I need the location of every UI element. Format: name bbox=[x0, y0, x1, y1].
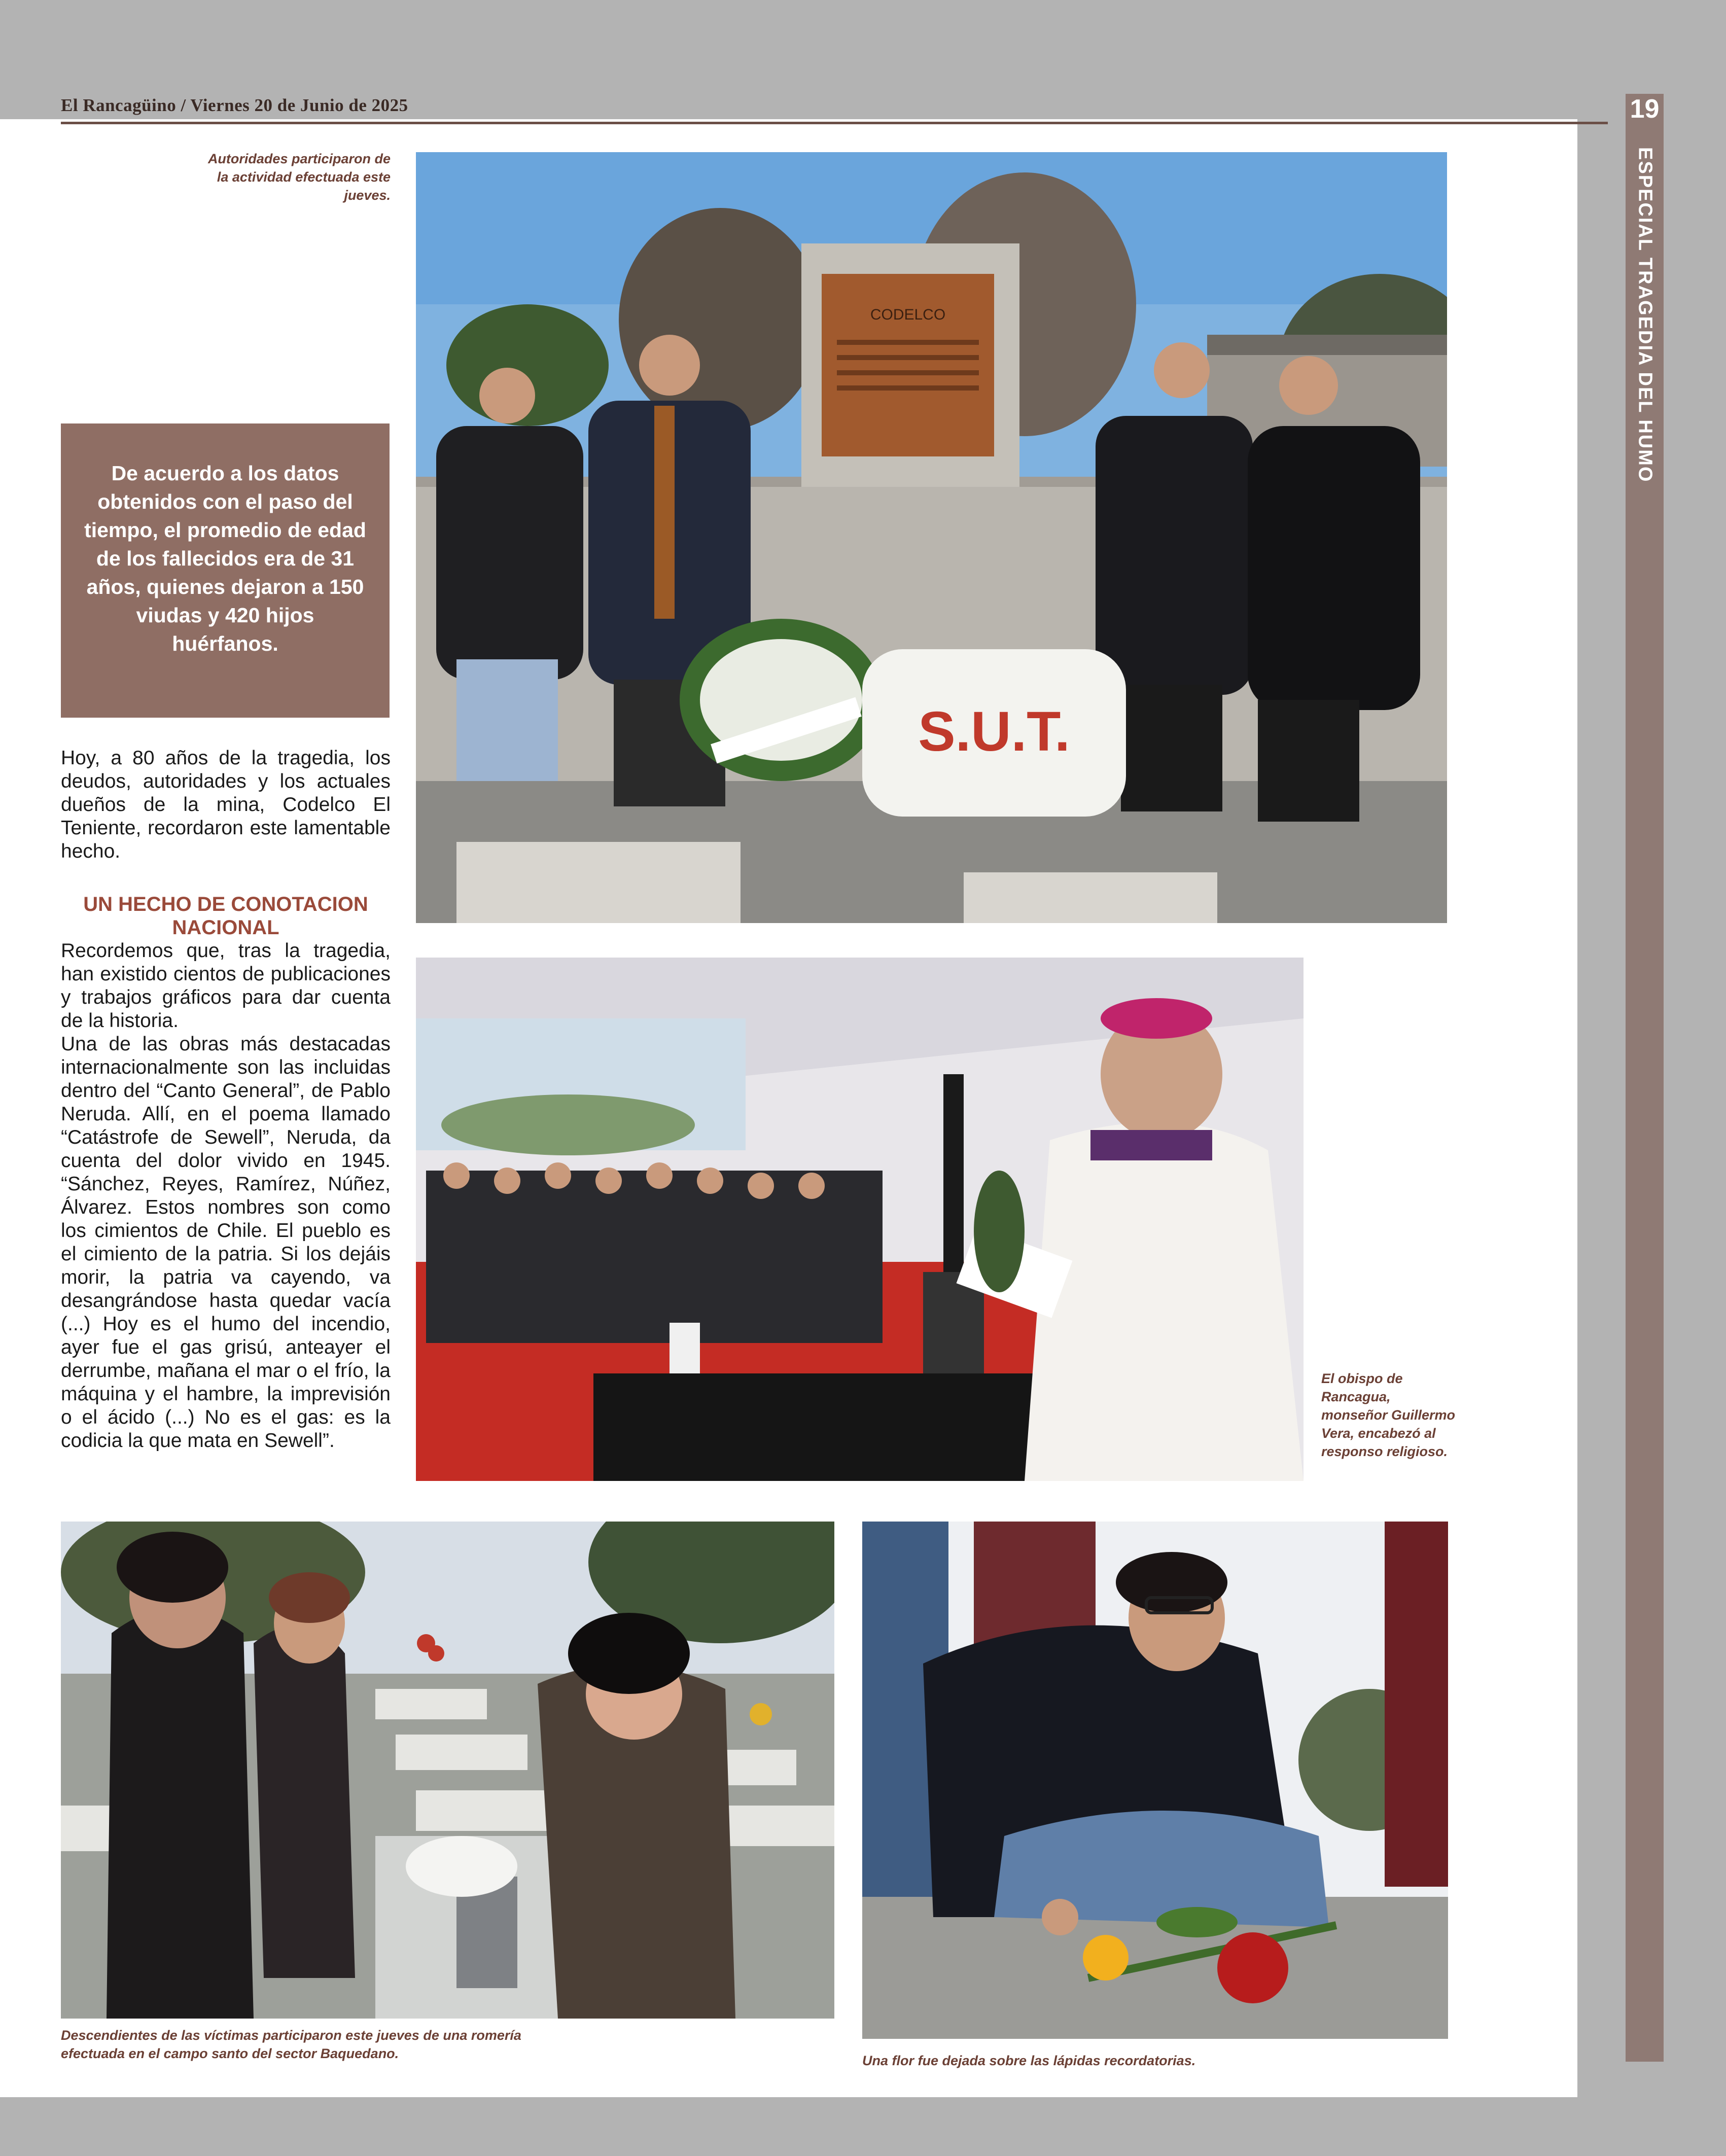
page-number: 19 bbox=[1626, 94, 1664, 124]
page-header bbox=[61, 95, 408, 116]
article-paragraph-1: Hoy, a 80 años de la tragedia, los deudos, autoridades y los actuales dueños de la mina, Codelco El Teniente, recordaron este lamentable hecho. bbox=[61, 747, 391, 862]
caption-bottom-left-photo: Descendientes de las víctimas participaron este jueves de una romería efectuada en el campo santo del sector Baquedano. bbox=[61, 2028, 521, 2061]
article-body bbox=[61, 939, 391, 1453]
pull-quote: De acuerdo a los datos obtenidos con el paso del tiempo, el promedio de edad de los fallecidos era de 31 años, quienes dejaron a 150 viudas y 420 hijos huérfanos. bbox=[61, 423, 390, 718]
article-paragraph-2: Recordemos que, tras la tragedia, han existido cientos de publicaciones y trabajos gráficos para dar cuenta de la historia. bbox=[61, 940, 391, 1032]
photo-descendants-romeria bbox=[61, 1522, 834, 2019]
article-subheading: UN HECHO DE CONOTACION NACIONAL bbox=[83, 893, 368, 939]
caption-top-photo: Autoridades participaron de la actividad efectuada este jueves. bbox=[207, 151, 391, 203]
photo-bishop-responso bbox=[416, 958, 1304, 1481]
section-label bbox=[1626, 147, 1664, 604]
photo-authorities-memorial bbox=[416, 152, 1447, 923]
header-separator: / bbox=[176, 95, 191, 115]
photo-flower-tombstone bbox=[862, 1522, 1448, 2039]
issue-date: Viernes 20 de Junio de 2025 bbox=[190, 95, 408, 115]
wreath-letters: S.U.T. bbox=[918, 700, 1070, 763]
article-paragraph-3: Una de las obras más destacadas internacionalmente son las incluidas dentro del “Canto General”, de Pablo Neruda. Allí, en el poema llamado “Catástrofe de Sewell”, Neruda, da cuenta del dolor vivido en 1945. “Sánchez, Reyes, Ramírez, Núñez, Álvarez. Estos nombres son como los cimientos de Chile. El pueblo es el cimiento de la patria. Si los dejáis morir, la patria va cayendo, va desangrándose hasta quedar vacía (...) Hoy es el humo del incendio, ayer fue el gas grisú, anteayer el derrumbe, mañana el mar o el frío, la máquina y el hambre, la imprevisión o el ácido (...) No es el gas: es la codicia la que mata en Sewell”. bbox=[61, 1033, 391, 1452]
header-rule bbox=[61, 122, 1608, 124]
caption-bottom-right-photo: Una flor fue dejada sobre las lápidas recordatorias. bbox=[862, 2053, 1196, 2068]
publication-name: El Rancagüino bbox=[61, 95, 177, 115]
section-label-text: ESPECIAL TRAGEDIA DEL HUMO bbox=[1634, 147, 1655, 483]
caption-bishop-photo: El obispo de Rancagua, monseñor Guillermo Vera, encabezó al responso religioso. bbox=[1321, 1371, 1456, 1459]
plaque-logo-text: CODELCO bbox=[870, 306, 946, 323]
